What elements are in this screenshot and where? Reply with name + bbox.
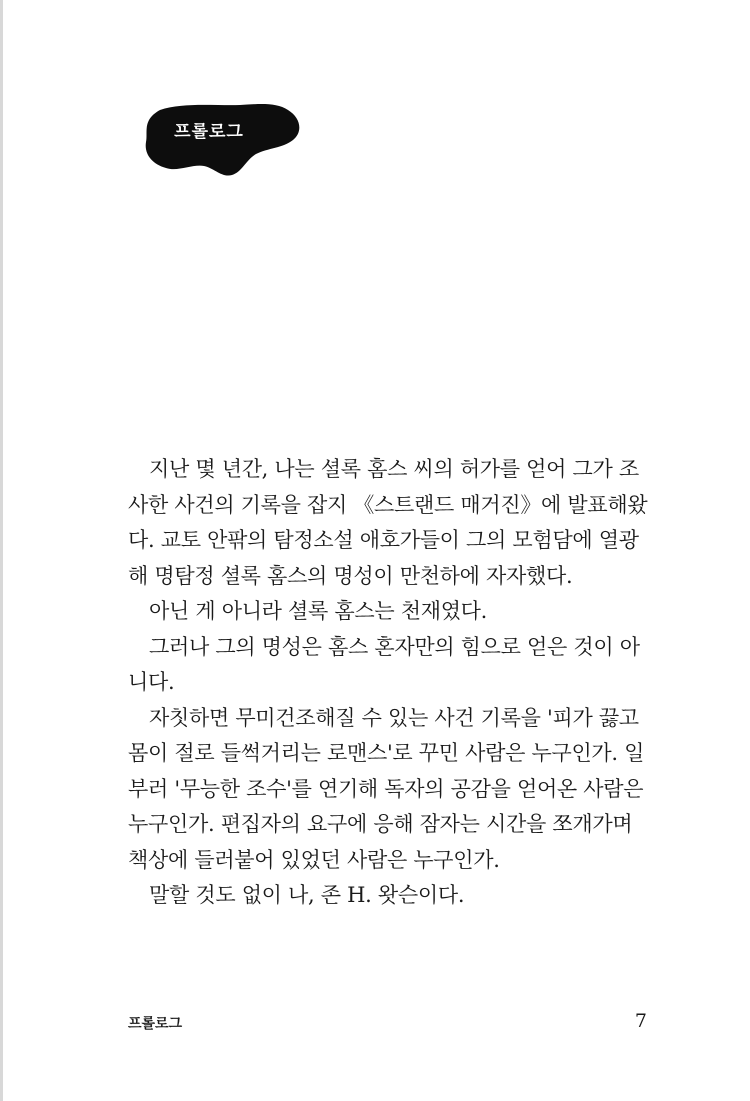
chapter-heading: 프롤로그 [174,122,244,142]
paragraph: 지난 몇 년간, 나는 셜록 홈스 씨의 허가를 얻어 그가 조사한 사건의 기록을 잡지 《스트랜드 매거진》에 발표해왔다. 교토 안팎의 탐정소설 애호가들이 그의 모험담에 열광해 명탐정 셜록 홈스의 명성이 만천하에 자자했다. [128,457,648,588]
heading-badge [138,98,306,182]
paragraph: 아닌 게 아니라 셜록 홈스는 천재였다. [149,599,488,623]
running-footer-title: 프롤로그 [128,1016,183,1032]
paragraph: 자칫하면 무미건조해질 수 있는 사건 기록을 '피가 끓고 몸이 절로 들썩거리는 로맨스'로 꾸민 사람은 누구인가. 일부러 '무능한 조수'를 연기해 독자의 공감을 얻어온 사람은 누구인가. 편집자의 요구에 응해 잠자는 시간을 쪼개가며 책상에 들러붙어 있었던 사람은 누구인가. [128,705,645,872]
page-number: 7 [634,1010,647,1032]
paragraph: 그러나 그의 명성은 홈스 혼자만의 힘으로 얻은 것이 아니다. [128,634,640,694]
paragraph: 말할 것도 없이 나, 존 H. 왓슨이다. [149,883,465,907]
page-edge [0,0,3,1101]
body-text [128,452,648,914]
